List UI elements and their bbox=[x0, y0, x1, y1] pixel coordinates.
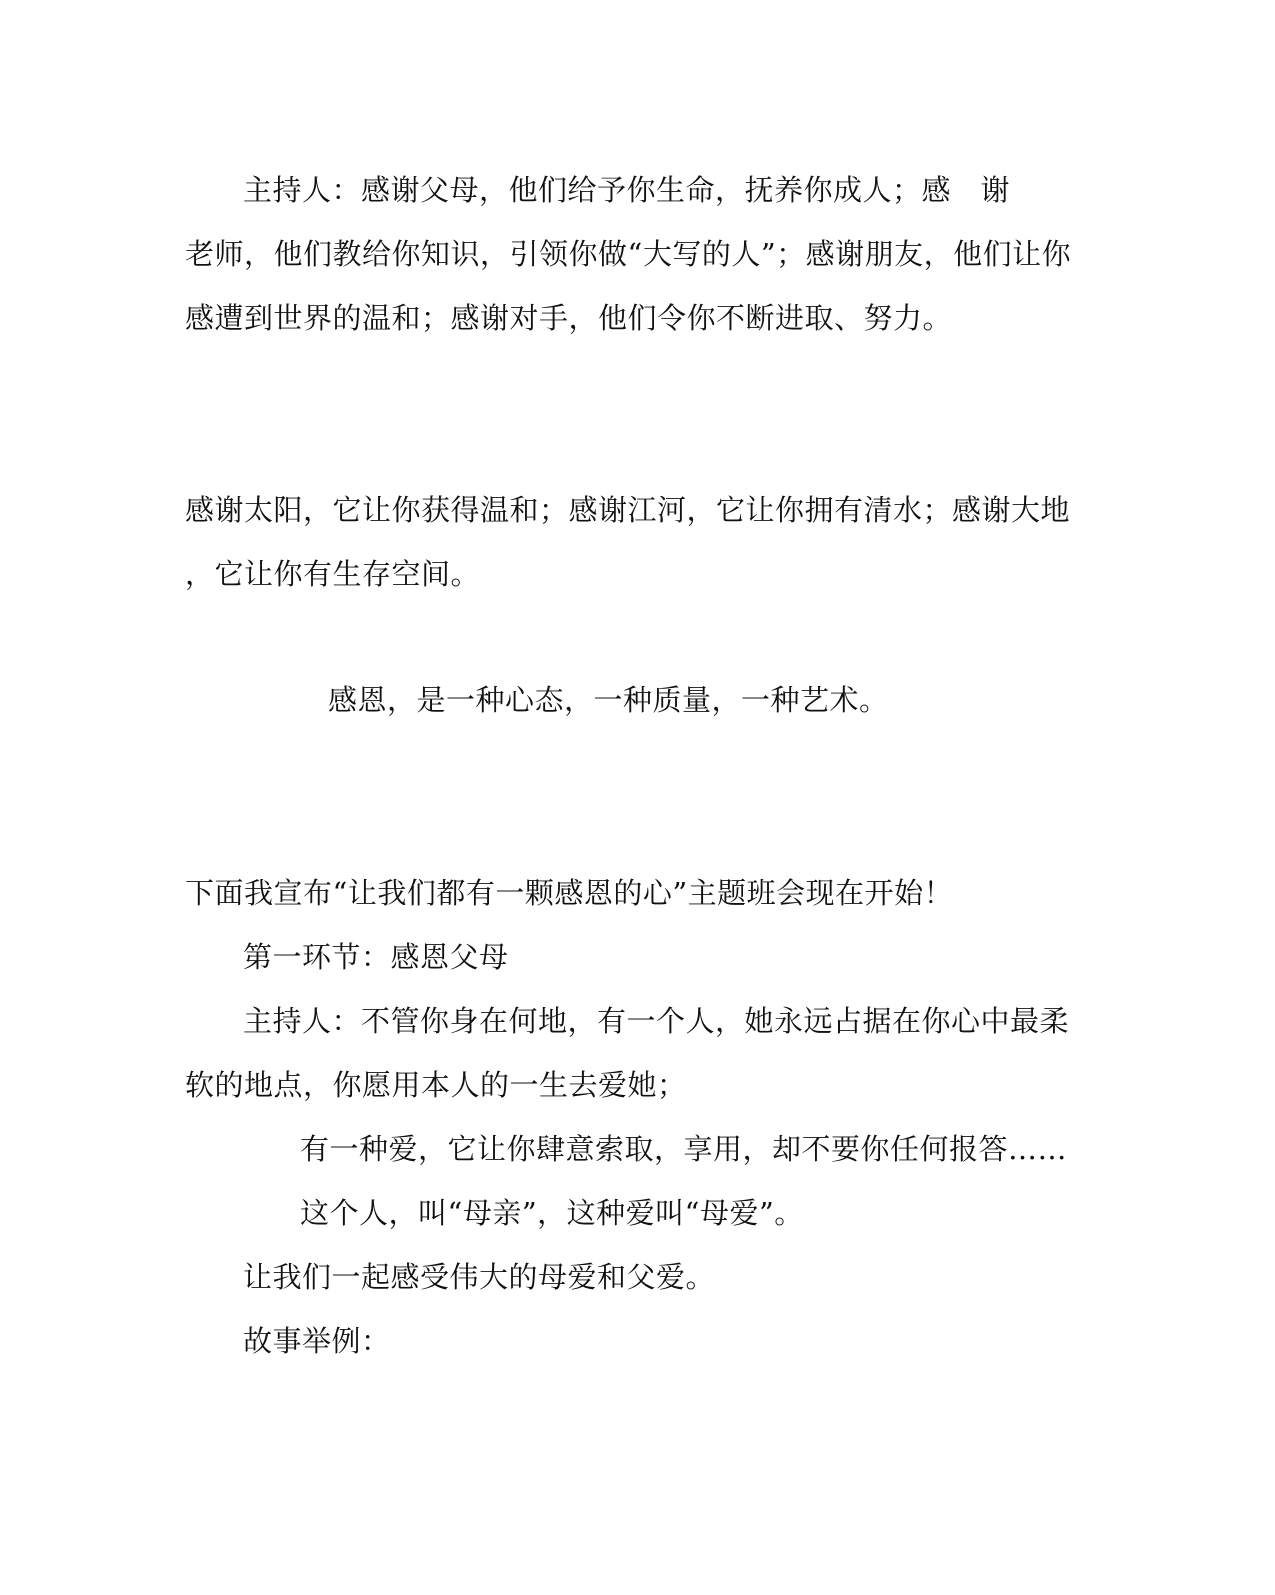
paragraph-1-line-2: 老师，他们教给你知识，引领你做“大写的人”；感谢朋友，他们让你 bbox=[185, 237, 1072, 271]
paragraph-host-line-2: 软的地点，你愿用本人的一生去爱她； bbox=[185, 1068, 687, 1102]
indented-line-2: 这个人，叫“母亲”，这种爱叫“母爱”。 bbox=[300, 1196, 804, 1230]
section-heading: 第一环节：感恩父母 bbox=[243, 940, 509, 974]
paragraph-host-line-1: 主持人：不管你身在何地，有一个人，她永远占据在你心中最柔 bbox=[243, 1004, 1070, 1038]
indented-line-1: 有一种爱，它让你肆意索取，享用，却不要你任何报答…… bbox=[300, 1132, 1068, 1166]
paragraph-1-line-3: 感遭到世界的温和；感谢对手，他们令你不断进取、努力。 bbox=[185, 301, 953, 335]
closing-line: 让我们一起感受伟大的母爱和父爱。 bbox=[243, 1260, 716, 1294]
paragraph-2-line-2: ，它让你有生存空间。 bbox=[185, 557, 481, 591]
paragraph-1-line-1: 主持人：感谢父母，他们给予你生命，抚养你成人；感 谢 bbox=[243, 173, 1011, 207]
centered-motto: 感恩，是一种心态，一种质量，一种艺术。 bbox=[328, 683, 889, 717]
paragraph-2-line-1: 感谢太阳，它让你获得温和；感谢江河，它让你拥有清水；感谢大地 bbox=[185, 493, 1071, 527]
announcement-line: 下面我宣布“让我们都有一颗感恩的心”主题班会现在开始！ bbox=[185, 876, 954, 910]
story-example-heading: 故事举例： bbox=[243, 1324, 391, 1358]
